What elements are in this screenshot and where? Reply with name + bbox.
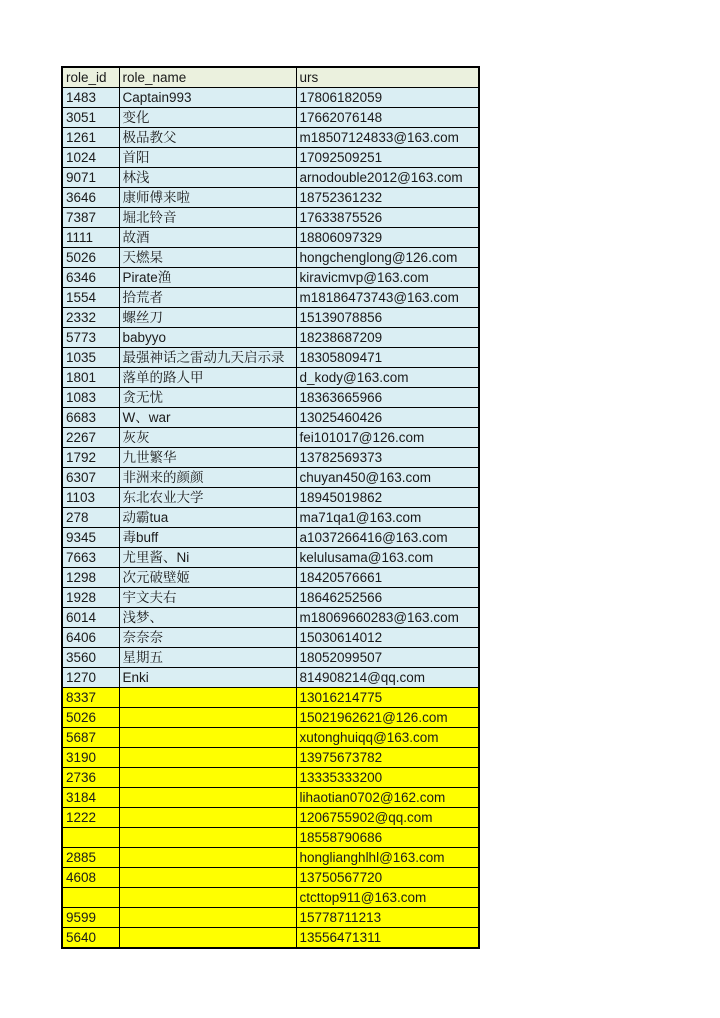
table-row[interactable] [62,728,479,748]
cell-urs[interactable]: 17662076148 [296,108,479,128]
cell-role-name[interactable] [119,728,296,748]
cell-role-id[interactable]: 9599 [62,908,119,928]
cell-role-name[interactable]: Pirate渔 [119,268,296,288]
table-row[interactable] [62,568,479,588]
cell-role-id[interactable]: 1024 [62,148,119,168]
table-row[interactable] [62,208,479,228]
table-row[interactable] [62,368,479,388]
cell-urs[interactable]: 18558790686 [296,828,479,848]
cell-urs[interactable]: 13782569373 [296,448,479,468]
table-row[interactable] [62,228,479,248]
cell-urs[interactable]: 13975673782 [296,748,479,768]
cell-role-name[interactable]: W、war [119,408,296,428]
cell-role-name[interactable]: Enki [119,668,296,688]
cell-role-name[interactable] [119,848,296,868]
cell-role-name[interactable]: 宇文夫右 [119,588,296,608]
table-row[interactable] [62,768,479,788]
cell-role-name[interactable] [119,908,296,928]
table-row[interactable] [62,588,479,608]
cell-role-id[interactable]: 1111 [62,228,119,248]
cell-role-id[interactable]: 278 [62,508,119,528]
cell-urs[interactable]: 13025460426 [296,408,479,428]
cell-role-name[interactable]: 次元破壁姬 [119,568,296,588]
table-row[interactable] [62,88,479,108]
cell-urs[interactable]: m18507124833@163.com [296,128,479,148]
column-header-role-id: role_id [62,67,119,88]
table-row[interactable] [62,888,479,908]
cell-urs[interactable]: m18186473743@163.com [296,288,479,308]
cell-role-name[interactable] [119,928,296,949]
cell-urs[interactable]: 18806097329 [296,228,479,248]
cell-urs[interactable]: kiravicmvp@163.com [296,268,479,288]
cell-role-id[interactable]: 2885 [62,848,119,868]
table-row[interactable] [62,508,479,528]
cell-urs[interactable]: 18238687209 [296,328,479,348]
cell-urs[interactable]: 1206755902@qq.com [296,808,479,828]
cell-role-id[interactable]: 1792 [62,448,119,468]
cell-role-name[interactable] [119,828,296,848]
table-row[interactable] [62,268,479,288]
cell-role-name[interactable]: 故酒 [119,228,296,248]
cell-urs[interactable]: 15021962621@126.com [296,708,479,728]
table-row[interactable] [62,748,479,768]
column-header-role-name: role_name [119,67,296,88]
cell-role-id[interactable]: 1801 [62,368,119,388]
cell-role-name[interactable]: 浅梦、 [119,608,296,628]
cell-role-id[interactable]: 7387 [62,208,119,228]
table-row[interactable] [62,348,479,368]
cell-role-id[interactable]: 5687 [62,728,119,748]
cell-urs[interactable]: 13335333200 [296,768,479,788]
cell-urs[interactable]: 17633875526 [296,208,479,228]
table-row[interactable] [62,708,479,728]
cell-urs[interactable]: 18052099507 [296,648,479,668]
cell-role-id[interactable] [62,888,119,908]
table-row[interactable] [62,528,479,548]
cell-role-id[interactable]: 3646 [62,188,119,208]
table-row[interactable] [62,248,479,268]
cell-urs[interactable]: xutonghuiqq@163.com [296,728,479,748]
cell-role-id[interactable]: 5640 [62,928,119,949]
table-row[interactable] [62,328,479,348]
cell-role-id[interactable]: 2332 [62,308,119,328]
cell-role-name[interactable]: 螺丝刀 [119,308,296,328]
table-row[interactable] [62,448,479,468]
cell-role-name[interactable]: 九世繁华 [119,448,296,468]
cell-urs[interactable]: 15778711213 [296,908,479,928]
cell-role-name[interactable]: 动霸tua [119,508,296,528]
table-row[interactable] [62,908,479,928]
table-row[interactable] [62,388,479,408]
cell-role-name[interactable]: 灰灰 [119,428,296,448]
cell-role-name[interactable]: 变化 [119,108,296,128]
cell-role-id[interactable]: 3051 [62,108,119,128]
cell-urs[interactable]: 814908214@qq.com [296,668,479,688]
cell-urs[interactable]: hongchenglong@126.com [296,248,479,268]
table-row[interactable] [62,128,479,148]
cell-role-name[interactable]: 林浅 [119,168,296,188]
cell-role-name[interactable]: 非洲来的颜颜 [119,468,296,488]
cell-role-id[interactable]: 1483 [62,88,119,108]
cell-urs[interactable]: 15139078856 [296,308,479,328]
cell-role-id[interactable]: 1928 [62,588,119,608]
cell-urs[interactable]: fei101017@126.com [296,428,479,448]
cell-role-id[interactable]: 3184 [62,788,119,808]
table-row[interactable] [62,628,479,648]
cell-role-name[interactable]: 天燃杲 [119,248,296,268]
cell-role-name[interactable] [119,708,296,728]
cell-role-name[interactable]: 极品教父 [119,128,296,148]
cell-role-id[interactable]: 2736 [62,768,119,788]
cell-urs[interactable]: 18363665966 [296,388,479,408]
cell-role-id[interactable]: 1083 [62,388,119,408]
table-row[interactable] [62,788,479,808]
cell-urs[interactable]: 15030614012 [296,628,479,648]
cell-role-name[interactable]: 堀北铃音 [119,208,296,228]
table-row[interactable] [62,848,479,868]
cell-urs[interactable]: 17806182059 [296,88,479,108]
cell-urs[interactable]: kelulusama@163.com [296,548,479,568]
cell-role-id[interactable]: 6346 [62,268,119,288]
cell-urs[interactable]: 13556471311 [296,928,479,949]
table-row[interactable] [62,468,479,488]
cell-urs[interactable]: arnodouble2012@163.com [296,168,479,188]
cell-urs[interactable]: ctcttop911@163.com [296,888,479,908]
cell-role-id[interactable]: 1270 [62,668,119,688]
column-header-urs: urs [296,67,479,88]
cell-role-id[interactable]: 1261 [62,128,119,148]
table-row[interactable] [62,808,479,828]
cell-role-name[interactable] [119,688,296,708]
cell-role-name[interactable]: 落单的路人甲 [119,368,296,388]
cell-role-id[interactable]: 1103 [62,488,119,508]
table-row[interactable] [62,608,479,628]
table-row[interactable] [62,488,479,508]
cell-urs[interactable]: 17092509251 [296,148,479,168]
cell-role-name[interactable] [119,888,296,908]
cell-role-name[interactable]: 贪无忧 [119,388,296,408]
cell-role-id[interactable]: 7663 [62,548,119,568]
cell-role-id[interactable]: 3190 [62,748,119,768]
cell-urs[interactable]: 13016214775 [296,688,479,708]
cell-urs[interactable]: chuyan450@163.com [296,468,479,488]
cell-role-name[interactable] [119,808,296,828]
cell-role-name[interactable]: 毒buff [119,528,296,548]
cell-role-id[interactable]: 9071 [62,168,119,188]
cell-role-name[interactable]: Captain993 [119,88,296,108]
cell-role-id[interactable]: 5773 [62,328,119,348]
cell-urs[interactable]: 18305809471 [296,348,479,368]
table-row[interactable] [62,868,479,888]
cell-role-name[interactable] [119,868,296,888]
cell-role-id[interactable]: 1222 [62,808,119,828]
cell-urs[interactable]: m18069660283@163.com [296,608,479,628]
cell-role-name[interactable]: 星期五 [119,648,296,668]
cell-role-id[interactable]: 2267 [62,428,119,448]
cell-role-name[interactable]: 尤里酱、Ni [119,548,296,568]
cell-role-name[interactable]: 奈奈奈 [119,628,296,648]
cell-urs[interactable]: 18945019862 [296,488,479,508]
cell-role-id[interactable]: 3560 [62,648,119,668]
cell-role-id[interactable]: 1554 [62,288,119,308]
table-row[interactable] [62,108,479,128]
cell-role-id[interactable]: 6014 [62,608,119,628]
cell-role-id[interactable]: 6683 [62,408,119,428]
cell-role-id[interactable]: 6307 [62,468,119,488]
cell-role-id[interactable]: 9345 [62,528,119,548]
table-row[interactable] [62,548,479,568]
cell-role-name[interactable] [119,768,296,788]
cell-urs[interactable]: d_kody@163.com [296,368,479,388]
cell-urs[interactable]: ma71qa1@163.com [296,508,479,528]
table-row[interactable] [62,648,479,668]
table-row[interactable] [62,428,479,448]
cell-urs[interactable]: 18420576661 [296,568,479,588]
cell-role-id[interactable]: 4608 [62,868,119,888]
cell-role-name[interactable]: 最强神话之雷动九天启示录 [119,348,296,368]
table-row[interactable] [62,288,479,308]
cell-urs[interactable]: 13750567720 [296,868,479,888]
cell-role-id[interactable]: 8337 [62,688,119,708]
cell-role-id[interactable] [62,828,119,848]
cell-role-name[interactable]: 首阳 [119,148,296,168]
cell-role-name[interactable] [119,788,296,808]
cell-role-id[interactable]: 6406 [62,628,119,648]
table-row[interactable] [62,168,479,188]
table-row[interactable] [62,928,479,949]
cell-urs[interactable]: honglianghlhl@163.com [296,848,479,868]
cell-role-name[interactable] [119,748,296,768]
cell-urs[interactable]: a1037266416@163.com [296,528,479,548]
roles-table [61,66,480,949]
table-row[interactable] [62,308,479,328]
cell-urs[interactable]: 18752361232 [296,188,479,208]
cell-role-name[interactable]: 东北农业大学 [119,488,296,508]
table-header-row [62,67,479,88]
table-row[interactable] [62,148,479,168]
cell-role-name[interactable]: 康师傅来啦 [119,188,296,208]
cell-urs[interactable]: lihaotian0702@162.com [296,788,479,808]
table-row[interactable] [62,828,479,848]
table-row[interactable] [62,188,479,208]
cell-role-name[interactable]: babyyo [119,328,296,348]
cell-role-id[interactable]: 1298 [62,568,119,588]
cell-urs[interactable]: 18646252566 [296,588,479,608]
cell-role-id[interactable]: 5026 [62,708,119,728]
cell-role-name[interactable]: 拾荒者 [119,288,296,308]
cell-role-id[interactable]: 1035 [62,348,119,368]
table-row[interactable] [62,668,479,688]
table-row[interactable] [62,688,479,708]
table-row[interactable] [62,408,479,428]
cell-role-id[interactable]: 5026 [62,248,119,268]
